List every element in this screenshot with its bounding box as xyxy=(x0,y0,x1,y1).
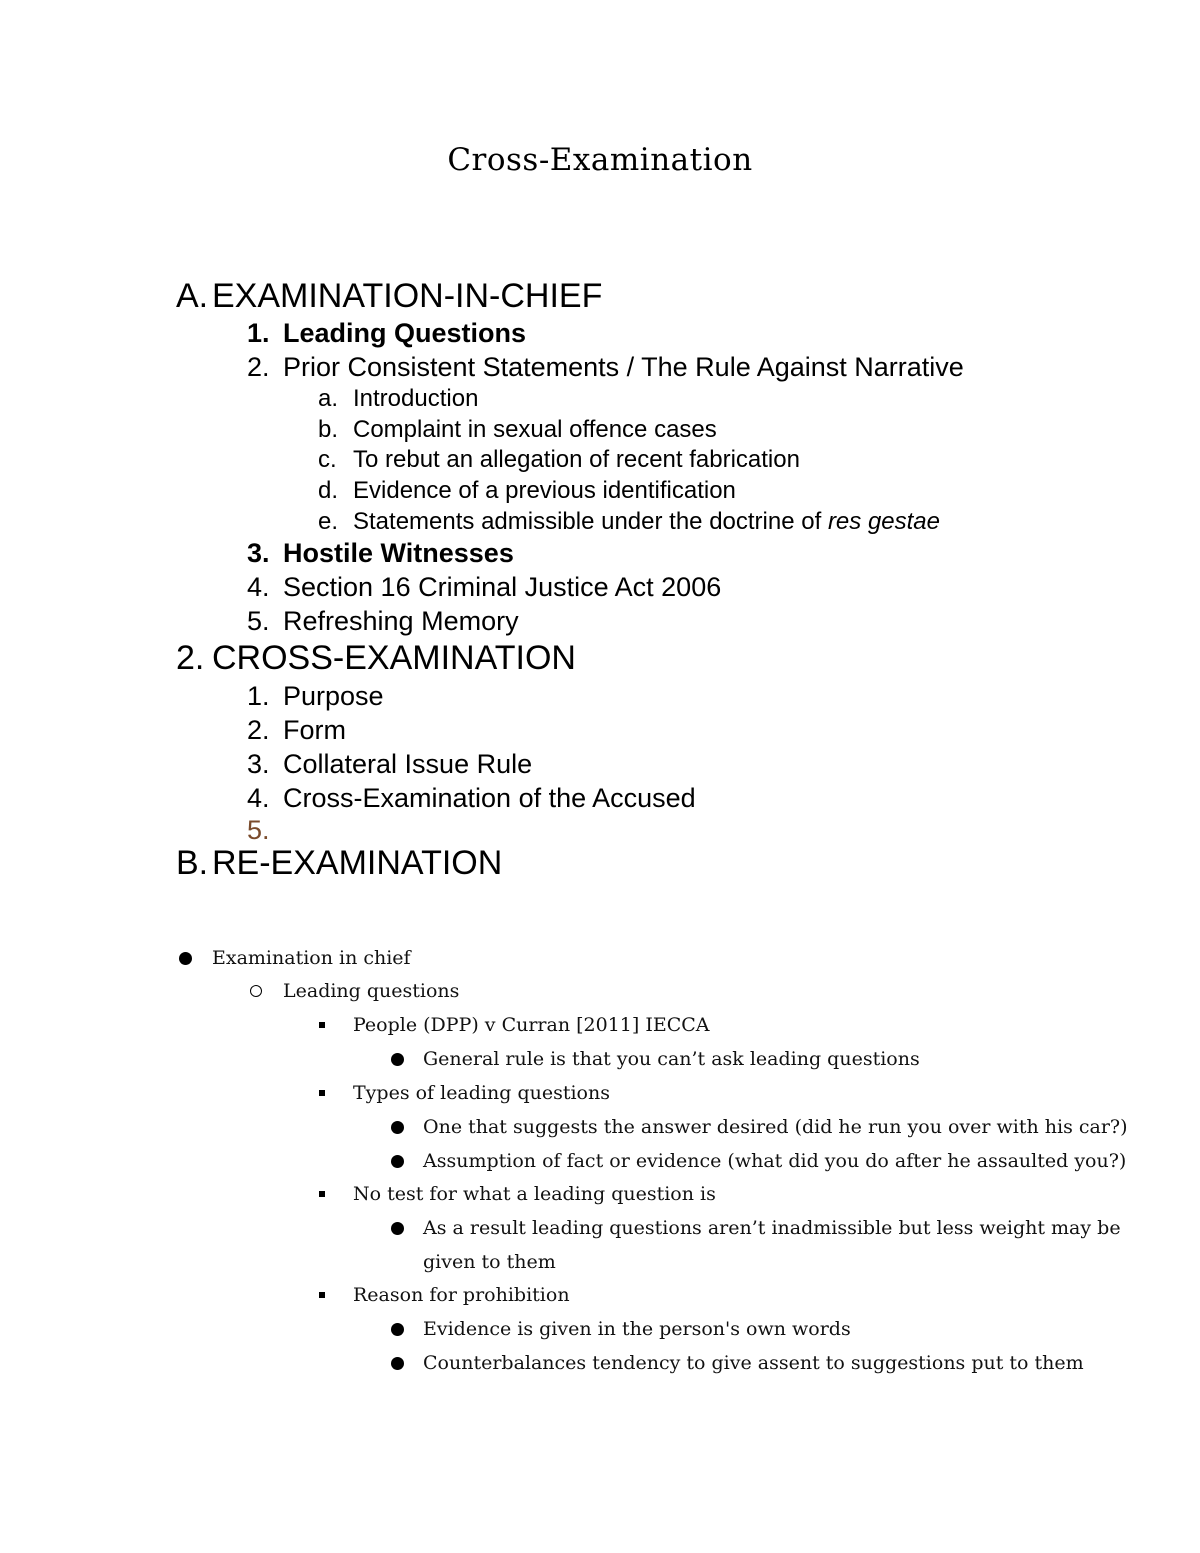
outline-item xyxy=(247,713,346,747)
filled-bullet-icon xyxy=(391,1357,404,1370)
hollow-bullet-icon xyxy=(250,985,262,997)
item-number: 4. xyxy=(247,572,270,602)
section-2-title: CROSS-EXAMINATION xyxy=(212,639,576,677)
section-2-label: 2. xyxy=(176,639,205,677)
section-a-title: EXAMINATION-IN-CHIEF xyxy=(212,277,603,315)
filled-bullet-icon xyxy=(391,1222,404,1235)
item-text: Form xyxy=(283,715,346,745)
item-text: Leading Questions xyxy=(283,318,527,348)
filled-bullet-icon xyxy=(391,1053,404,1066)
note-level-4: Evidence is given in the person's own words xyxy=(423,1318,851,1340)
note-level-3: Types of leading questions xyxy=(353,1082,610,1104)
section-b-heading xyxy=(176,843,502,883)
outline-subitem xyxy=(318,444,800,475)
subitem-text: Introduction xyxy=(353,385,479,412)
outline-item xyxy=(247,536,514,570)
filled-bullet-icon xyxy=(391,1121,404,1134)
item-number: 2. xyxy=(247,352,270,382)
outline-subitem xyxy=(318,383,478,414)
item-text: Prior Consistent Statements / The Rule Against Narrative xyxy=(283,352,964,382)
subitem-letter: e. xyxy=(318,508,339,535)
item-text: Refreshing Memory xyxy=(283,606,519,636)
outline-subitem xyxy=(318,475,736,506)
subitem-italic-term: res gestae xyxy=(827,508,941,535)
outline-item xyxy=(247,747,532,781)
page-title: Cross-Examination xyxy=(447,142,753,178)
note-level-3: Reason for prohibition xyxy=(353,1284,570,1306)
section-b-title: RE-EXAMINATION xyxy=(212,844,503,882)
item-number: 1. xyxy=(247,681,270,711)
note-level-4: Assumption of fact or evidence (what did you do after he assaulted you?) xyxy=(423,1150,1127,1172)
outline-item xyxy=(247,604,519,638)
square-bullet-icon xyxy=(319,1191,325,1197)
section-2-heading xyxy=(176,638,576,678)
item-number: 2. xyxy=(247,715,270,745)
item-text: Hostile Witnesses xyxy=(283,538,514,568)
outline-item xyxy=(247,781,696,815)
square-bullet-icon xyxy=(319,1090,325,1096)
note-level-1: Examination in chief xyxy=(212,947,411,969)
note-level-4: Counterbalances tendency to give assent to suggestions put to them xyxy=(423,1352,1084,1374)
note-level-4-continuation: given to them xyxy=(423,1251,556,1273)
outline-item xyxy=(247,316,526,350)
subitem-letter: c. xyxy=(318,446,337,473)
item-number: 3. xyxy=(247,538,270,568)
filled-bullet-icon xyxy=(179,952,192,965)
outline-subitem xyxy=(318,506,940,537)
item-text: Purpose xyxy=(283,681,384,711)
subitem-text: To rebut an allegation of recent fabrication xyxy=(353,446,800,473)
item-text: Section 16 Criminal Justice Act 2006 xyxy=(283,572,722,602)
square-bullet-icon xyxy=(319,1022,325,1028)
section-a-label: A. xyxy=(176,277,209,315)
item-number: 5. xyxy=(247,606,270,636)
subitem-text: Evidence of a previous identification xyxy=(353,477,736,504)
note-level-3: People (DPP) v Curran [2011] IECCA xyxy=(353,1014,710,1036)
item-number: 3. xyxy=(247,749,270,779)
outline-item xyxy=(247,679,384,713)
section-a-heading xyxy=(176,276,602,316)
square-bullet-icon xyxy=(319,1292,325,1298)
subitem-text: Complaint in sexual offence cases xyxy=(353,416,717,443)
note-level-4: As a result leading questions aren’t inadmissible but less weight may be xyxy=(423,1217,1121,1239)
subitem-letter: d. xyxy=(318,477,339,504)
filled-bullet-icon xyxy=(391,1323,404,1336)
item-text: Collateral Issue Rule xyxy=(283,749,533,779)
item-text: Cross-Examination of the Accused xyxy=(283,783,696,813)
outline-subitem xyxy=(318,414,717,445)
note-level-4: General rule is that you can’t ask leading questions xyxy=(423,1048,920,1070)
note-level-3: No test for what a leading question is xyxy=(353,1183,716,1205)
section-b-label: B. xyxy=(176,844,209,882)
outline-item-empty xyxy=(247,813,283,847)
outline-item xyxy=(247,350,964,384)
subitem-letter: a. xyxy=(318,385,339,412)
subitem-letter: b. xyxy=(318,416,339,443)
note-level-4: One that suggests the answer desired (did he run you over with his car?) xyxy=(423,1116,1128,1138)
item-number: 1. xyxy=(247,318,270,348)
item-number: 5. xyxy=(247,815,270,845)
note-level-2: Leading questions xyxy=(283,980,460,1002)
item-number: 4. xyxy=(247,783,270,813)
filled-bullet-icon xyxy=(391,1155,404,1168)
outline-item xyxy=(247,570,721,604)
subitem-text: Statements admissible under the doctrine of xyxy=(353,508,828,535)
